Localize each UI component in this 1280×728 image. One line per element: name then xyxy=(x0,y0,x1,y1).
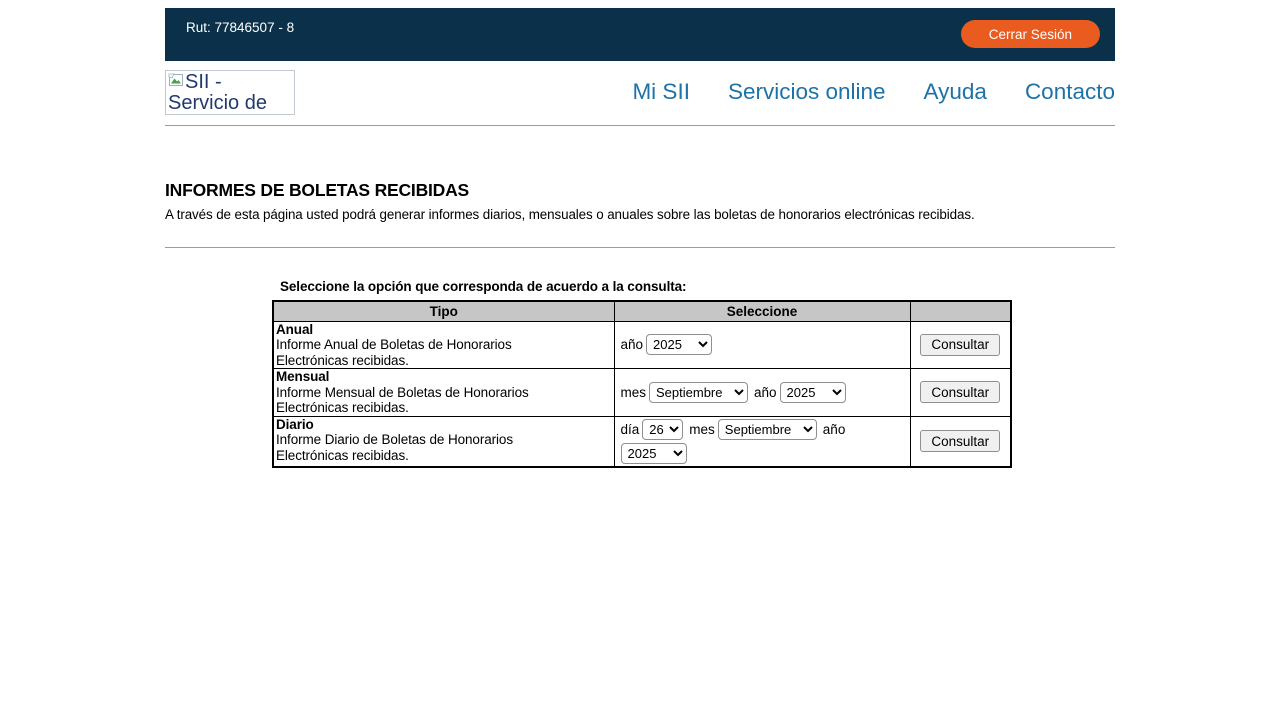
diario-description-line1: Informe Diario de Boletas de Honorarios xyxy=(276,432,513,447)
mensual-year-label: año xyxy=(754,384,777,400)
header-seleccione: Seleccione xyxy=(614,301,910,321)
mensual-description-line1: Informe Mensual de Boletas de Honorarios xyxy=(276,384,529,400)
nav-item-ayuda[interactable]: Ayuda xyxy=(923,79,987,104)
table-row-mensual xyxy=(273,369,1011,417)
table-row-anual xyxy=(273,321,1011,369)
topbar xyxy=(165,8,1115,61)
nav-item-servicios-online[interactable]: Servicios online xyxy=(727,79,886,104)
anual-description-line1: Informe Anual de Boletas de Honorarios xyxy=(276,337,512,352)
report-options-table xyxy=(272,300,1012,468)
anual-select-cell xyxy=(614,321,910,369)
mensual-year-select[interactable] xyxy=(780,382,846,403)
diario-month-select[interactable] xyxy=(718,419,817,440)
main-nav xyxy=(632,79,1115,105)
table-row-diario xyxy=(273,416,1011,467)
anual-tipo-cell xyxy=(273,321,614,369)
diario-month-label: mes xyxy=(689,421,715,437)
header-action xyxy=(910,301,1011,321)
diario-type-label: Diario xyxy=(276,416,314,432)
broken-image-icon xyxy=(168,72,184,93)
diario-select-cell xyxy=(614,416,910,467)
diario-controls-line1 xyxy=(621,419,904,440)
page-description: A través de esta página usted podrá generar informes diarios, mensuales o anuales sobre las boletas de honorarios electrónicas recibidas. xyxy=(165,207,975,222)
anual-consultar-button[interactable]: Consultar xyxy=(920,334,1000,356)
mensual-consultar-button[interactable]: Consultar xyxy=(920,381,1000,403)
diario-year-select[interactable] xyxy=(621,443,687,464)
anual-description-line2: Electrónicas recibidas. xyxy=(276,352,409,368)
header-tipo: Tipo xyxy=(273,301,614,321)
logout-button[interactable]: Cerrar Sesión xyxy=(961,20,1100,48)
diario-day-select[interactable] xyxy=(642,419,683,440)
rut-text: Rut: 77846507 - 8 xyxy=(186,20,295,35)
mensual-description-line2: Electrónicas recibidas. xyxy=(276,400,409,415)
logo-alt-text: SII - Servicio de xyxy=(168,70,267,114)
page-container xyxy=(165,8,1115,468)
content-divider xyxy=(165,247,1115,248)
form-area xyxy=(272,279,1115,468)
diario-controls-line2 xyxy=(621,443,904,464)
anual-type-label: Anual xyxy=(276,321,314,337)
diario-tipo-cell xyxy=(273,416,614,467)
diario-year-label: año xyxy=(822,421,846,437)
diario-day-label: día xyxy=(620,421,640,437)
selection-prompt: Seleccione la opción que corresponda de acuerdo a la consulta: xyxy=(280,279,687,294)
anual-year-select[interactable] xyxy=(646,334,712,355)
header-row xyxy=(165,69,1115,115)
mensual-month-label: mes xyxy=(620,384,647,400)
page-title: INFORMES DE BOLETAS RECIBIDAS xyxy=(165,180,470,200)
sii-logo[interactable] xyxy=(165,70,295,115)
header-divider xyxy=(165,125,1115,126)
mensual-button-cell xyxy=(910,369,1011,417)
nav-item-contacto[interactable]: Contacto xyxy=(1024,79,1115,104)
anual-button-cell xyxy=(910,321,1011,369)
mensual-select-cell xyxy=(614,369,910,417)
mensual-tipo-cell xyxy=(273,369,614,417)
nav-item-mi-sii[interactable]: Mi SII xyxy=(632,79,690,104)
table-header-row xyxy=(273,301,1011,321)
diario-description-line2: Electrónicas recibidas. xyxy=(276,447,409,463)
diario-button-cell xyxy=(910,416,1011,467)
anual-year-label: año xyxy=(620,337,644,353)
diario-consultar-button[interactable]: Consultar xyxy=(920,430,1000,452)
mensual-type-label: Mensual xyxy=(276,369,330,384)
mensual-month-select[interactable] xyxy=(649,382,748,403)
